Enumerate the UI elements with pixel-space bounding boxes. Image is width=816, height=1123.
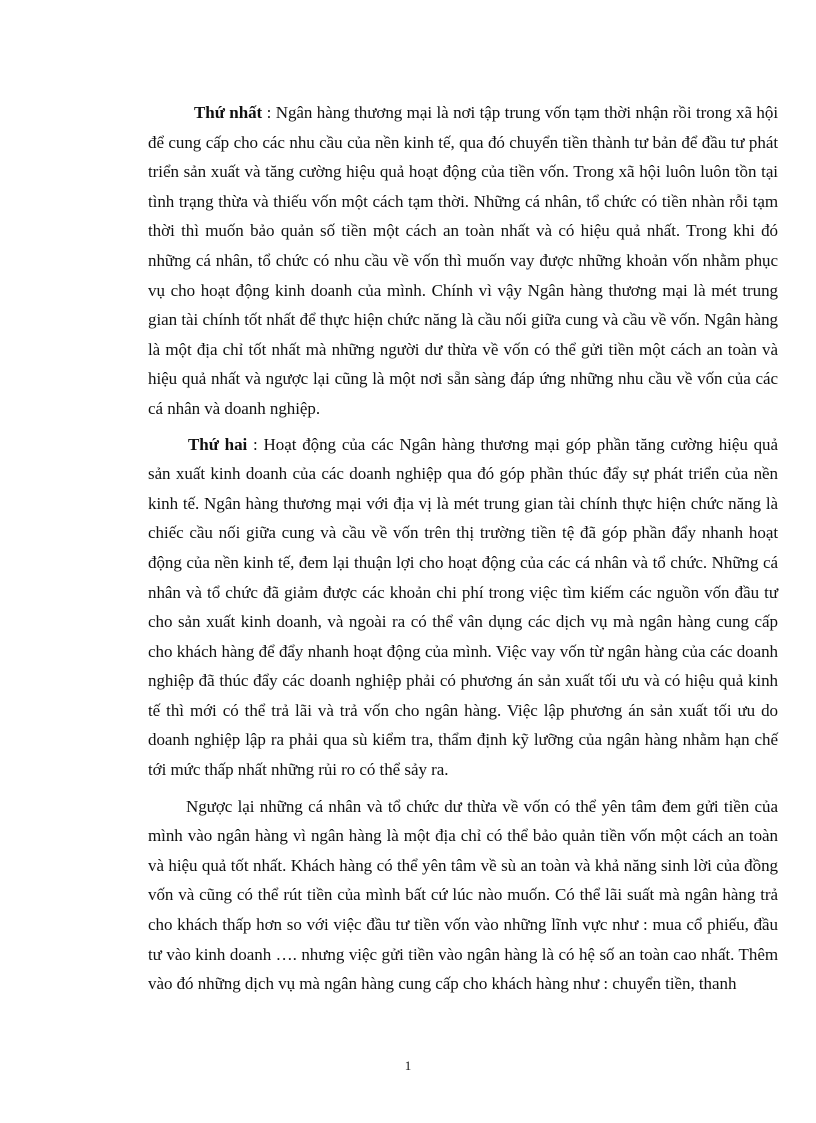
paragraph-lead: Thứ nhất: [194, 103, 263, 122]
paragraph-nguoc-lai: [148, 792, 778, 999]
document-body: [148, 98, 778, 999]
paragraph-text: : Hoạt động của các Ngân hàng thương mại góp phần tăng cường hiệu quả sản xuất kinh doanh của các doanh nghiệp qua đó góp phần thúc đẩy sự phát triển của nền kinh tế. Ngân hàng thương mại với địa vị là mét trung gian tài chính thực hiện chức năng là chiếc cầu nối giữa cung và cầu về vốn trên thị trường tiền tệ đã góp phần đẩy nhanh hoạt động của nền kinh tế, đem lại thuận lợi cho hoạt động của các cá nhân và tổ chức. Những cá nhân và tổ chức đã giảm được các khoản chi phí trong việc tìm kiếm các nguồn vốn đầu tư cho sản xuất kinh doanh, và ngoài ra có thể vân dụng các dịch vụ mà ngân hàng cung cấp cho khách hàng để đẩy nhanh hoạt động của mình. Việc vay vốn từ ngân hàng của các doanh nghiệp đã thúc đẩy các doanh nghiệp phải có phương án sản xuất tối ưu và có hiệu quả kinh tế thì mới có thể trả lãi và trả vốn cho ngân hàng. Việc lập phương án sản xuất tối ưu do doanh nghiệp lập ra phải qua sù kiểm tra, thẩm định kỹ lưỡng của ngân hàng nhằm hạn chế tới mức thấp nhất những rủi ro có thể sảy ra.: [148, 434, 778, 780]
paragraph-text: : Ngân hàng thương mại là nơi tập trung vốn tạm thời nhận rồi trong xã hội để cung cấp cho các nhu cầu của nền kinh tế, qua đó chuyển tiền thành tư bản để đầu tư phát triển sản xuất và tăng cường hiệu quả hoạt động của tiền vốn. Trong xã hội luôn luôn tồn tại tình trạng thừa và thiếu vốn một cách tạm thời. Những cá nhân, tổ chức có tiền nhàn rỗi tạm thời thì muốn bảo quản số tiền một cách an toàn nhất và có hiệu quả nhất. Trong khi đó những cá nhân, tổ chức có nhu cầu về vốn thì muốn vay được những khoản vốn nhằm phục vụ cho hoạt động kinh doanh của mình. Chính vì vậy Ngân hàng thương mại là mét trung gian tài chính tốt nhất để thực hiện chức năng là cầu nối giữa cung và cầu về vốn. Ngân hàng là một địa chỉ tốt nhất mà những người dư thừa về vốn có thể gửi tiền một cách an toàn và hiệu quả nhất và ngược lại cũng là một nơi sẵn sàng đáp ứng những nhu cầu về vốn của các cá nhân và doanh nghiệp.: [148, 103, 779, 418]
paragraph-lead: Thứ hai: [188, 434, 248, 454]
page-number: 1: [404, 1058, 412, 1073]
paragraph-thu-nhat: [148, 98, 778, 424]
paragraph-thu-hai: [148, 430, 778, 785]
paragraph-text: Ngược lại những cá nhân và tổ chức dư thừa về vốn có thể yên tâm đem gửi tiền của mình vào ngân hàng vì ngân hàng là một địa chỉ có thể bảo quản tiền vốn một cách an toàn và hiệu quả tốt nhất. Khách hàng có thể yên tâm về sù an toàn và khả năng sinh lời của đồng vốn và cũng có thể rút tiền của mình bất cứ lúc nào muốn. Có thể lãi suất mà ngân hàng trả cho khách thấp hơn so với việc đầu tư tiền vốn vào những lĩnh vực như : mua cổ phiếu, đầu tư vào kinh doanh …. nhưng việc gửi tiền vào ngân hàng là có hệ số an toàn cao nhất. Thêm vào đó những dịch vụ mà ngân hàng cung cấp cho khách hàng như : chuyển tiền, thanh: [148, 796, 778, 994]
